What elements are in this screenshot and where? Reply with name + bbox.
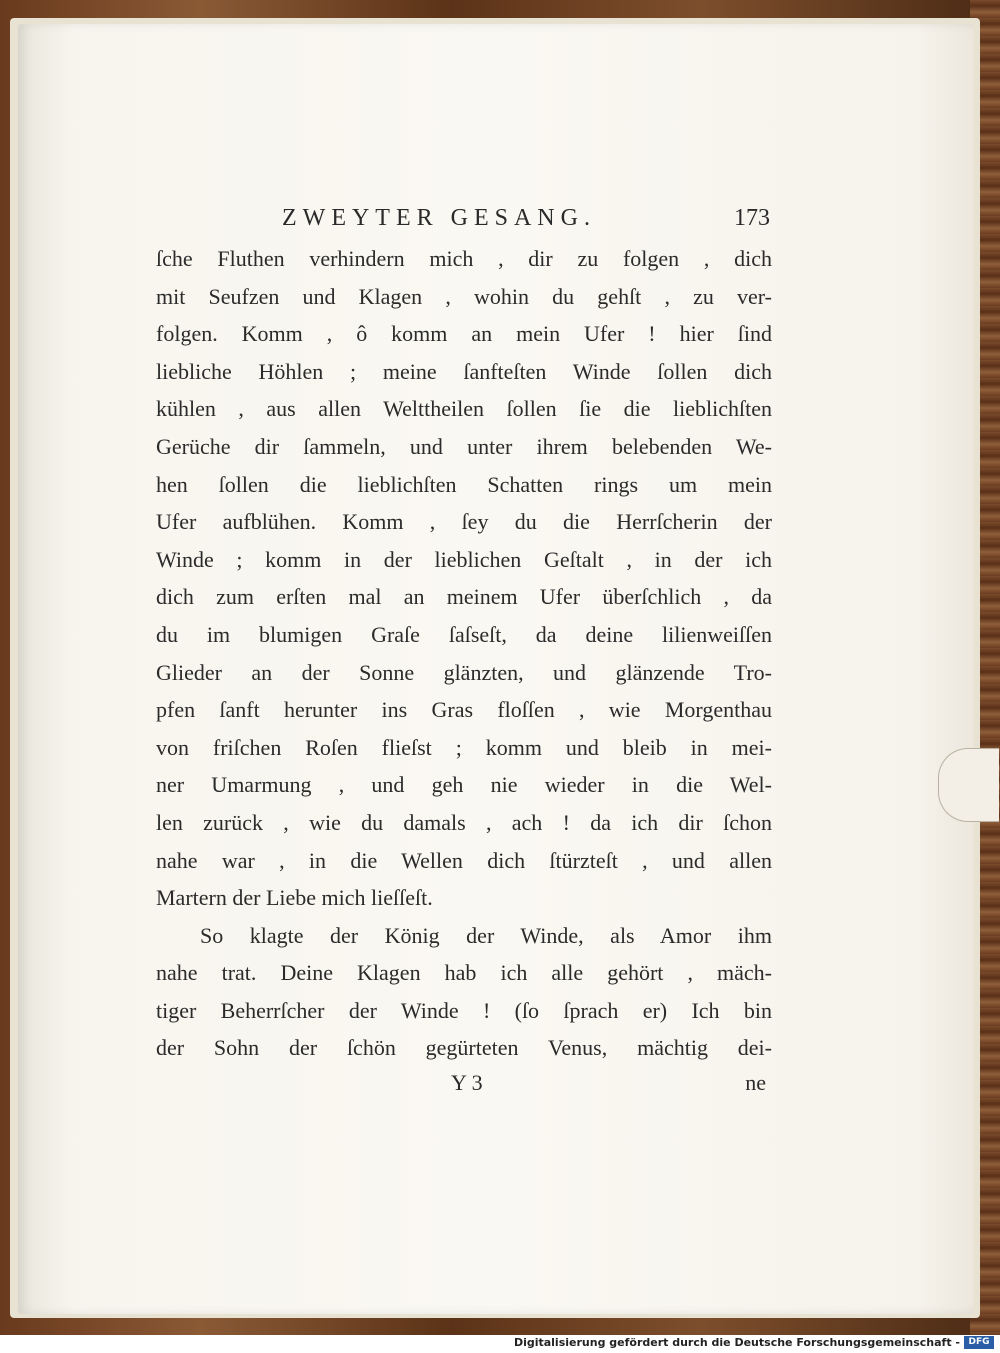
text-line: mit Seufzen und Klagen , wohin du gehſt , zu ver-	[156, 283, 772, 309]
text-line: ner Umarmung , und geh nie wieder in die Wel-	[156, 772, 772, 798]
text-line: folgen. Komm , ô komm an mein Ufer ! hier ſind	[156, 321, 772, 347]
text-line: von friſchen Roſen flieſst ; komm und bleib in mei-	[156, 734, 772, 760]
text-line: ſche Fluthen verhindern mich , dir zu folgen , dich	[156, 246, 772, 271]
text-line: nahe trat. Deine Klagen hab ich alle gehört , mäch-	[156, 960, 772, 986]
text-line: kühlen , aus allen Welttheilen ſollen ſie die lieblichſten	[156, 396, 772, 422]
body-text	[156, 240, 772, 1067]
text-line: hen ſollen die lieblichſten Schatten rings um mein	[156, 471, 772, 497]
text-line: tiger Beherrſcher der Winde ! (ſo ſprach er) Ich bin	[156, 997, 772, 1023]
dfg-logo: DFG	[964, 1336, 994, 1349]
text-line: Glieder an der Sonne glänzten, und glänzende Tro-	[156, 659, 772, 685]
text-line: len zurück , wie du damals , ach ! da ich dir ſchon	[156, 809, 772, 835]
text-line: Winde ; komm in der lieblichen Geſtalt , in der ich	[156, 546, 772, 572]
text-line: liebliche Höhlen ; meine ſanfteſten Winde ſollen dich	[156, 358, 772, 384]
text-line: pfen ſanft herunter ins Gras floſſen , wie Morgenthau	[156, 697, 772, 723]
page-tab-notch	[938, 748, 999, 822]
digitization-credit: Digitalisierung gefördert durch die Deutsche Forschungsgemeinschaft -	[513, 1336, 960, 1349]
page-number: 173	[734, 205, 770, 231]
text-line: dich zum erſten mal an meinem Ufer überſchlich , da	[156, 584, 772, 610]
signature-mark: Y 3	[451, 1070, 483, 1095]
page-footer	[156, 1070, 772, 1106]
text-line: Gerüche dir ſammeln, und unter ihrem belebenden We-	[156, 433, 772, 459]
text-line: So klagte der König der Winde, als Amor ihm	[200, 922, 772, 948]
page-header	[282, 205, 782, 245]
text-line: Ufer aufblühen. Komm , ſey du die Herrſcherin der	[156, 509, 772, 535]
text-line: der Sohn der ſchön gegürteten Venus, mächtig dei-	[156, 1035, 772, 1061]
text-line: nahe war , in die Wellen dich ſtürzteſt , und allen	[156, 847, 772, 873]
text-line: du im blumigen Graſe ſaſseſt, da deine lilienweiſſen	[156, 621, 772, 647]
text-line: Martern der Liebe mich lieſſeſt.	[156, 885, 433, 911]
running-title: ZWEYTER GESANG.	[282, 205, 596, 231]
catchword: ne	[745, 1070, 766, 1095]
